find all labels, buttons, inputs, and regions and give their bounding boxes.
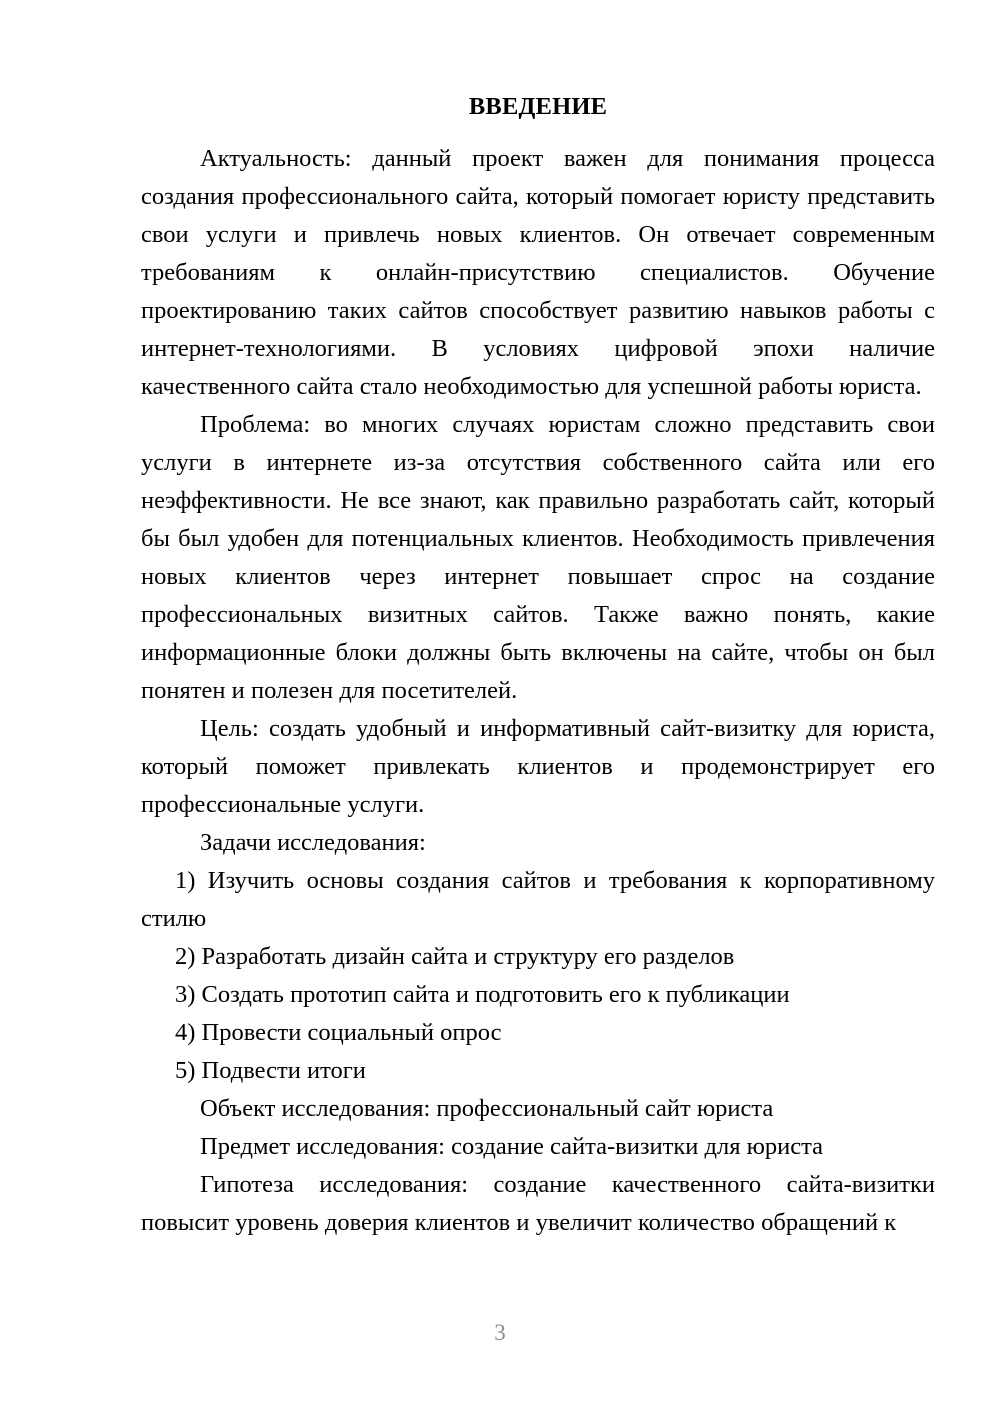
paragraph-subject: Предмет исследования: создание сайта-визитки для юриста: [200, 1133, 824, 1160]
task-list-item: 2) Разработать дизайн сайта и структуру его разделов: [175, 943, 735, 970]
task-list-item: 3) Создать прототип сайта и подготовить его к публикации: [175, 981, 790, 1008]
paragraph-relevance: Актуальность: данный проект важен для понимания процесса создания профессионального сайта, который помогает юристу представить свои услуги и привлечь новых клиентов. Он отвечает современным требованиям к онлайн-присутствию специалистов. Обучение проектированию таких сайтов способствует развитию навыков работы с интернет-технологиями. В условиях цифровой эпохи наличие качественного сайта стало необходимостью для успешной работы юриста.: [141, 145, 935, 400]
task-list-item: 1) Изучить основы создания сайтов и требования к корпоративному стилю: [141, 867, 935, 932]
tasks-heading: Задачи исследования:: [200, 829, 426, 856]
paragraph-object: Объект исследования: профессиональный сайт юриста: [200, 1095, 774, 1122]
page-title: ВВЕДЕНИЕ: [468, 93, 608, 120]
task-list-item: 5) Подвести итоги: [175, 1057, 366, 1084]
paragraph-goal: Цель: создать удобный и информативный сайт-визитку для юриста, который поможет привлекать клиентов и продемонстрирует его профессиональные услуги.: [141, 715, 935, 818]
paragraph-problem: Проблема: во многих случаях юристам сложно представить свои услуги в интернете из-за отсутствия собственного сайта или его неэффективности. Не все знают, как правильно разработать сайт, который бы был удобен для потенциальных клиентов. Необходимость привлечения новых клиентов через интернет повышает спрос на создание профессиональных визитных сайтов. Также важно понять, какие информационные блоки должны быть включены на сайте, чтобы он был понятен и полезен для посетителей.: [141, 411, 935, 704]
task-list-item: 4) Провести социальный опрос: [175, 1019, 502, 1046]
page-content: [141, 88, 935, 1242]
page-number: 3: [494, 1320, 506, 1345]
paragraph-hypothesis: Гипотеза исследования: создание качественного сайта-визитки повысит уровень доверия клиентов и увеличит количество обращений к: [141, 1171, 935, 1236]
